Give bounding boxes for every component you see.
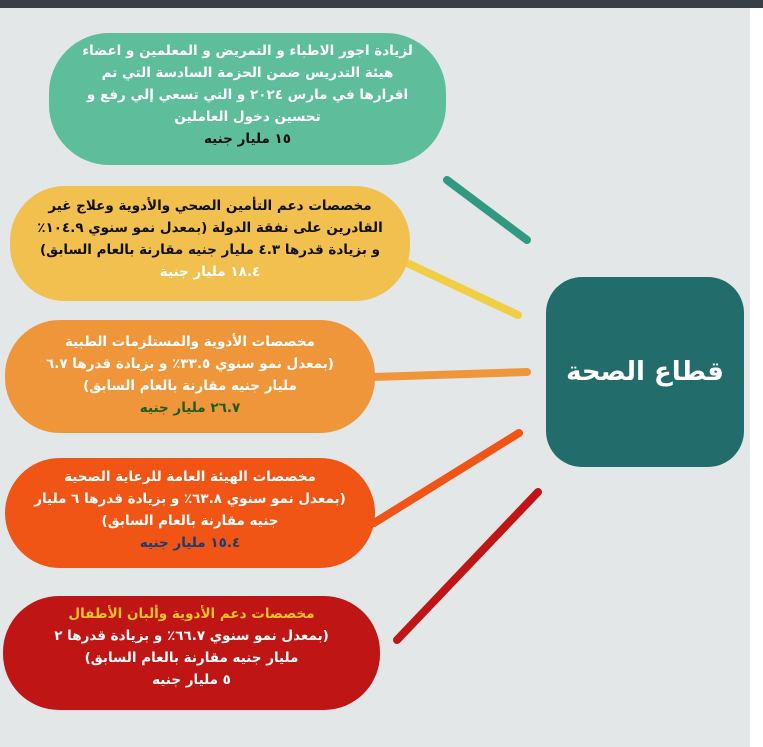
bubble-3-amount: ٢٦.٧ مليار جنيه <box>139 400 241 416</box>
allocation-bubble-health-insurance <box>10 186 410 301</box>
bubble-4-line-3: جنيه مقارنة بالعام السابق) <box>101 513 279 529</box>
connector-line-3 <box>372 372 527 377</box>
bubble-5-line-3: مليار جنيه مقارنة بالعام السابق) <box>84 650 299 666</box>
allocation-bubble-wages <box>49 33 446 165</box>
bubble-5-amount: ٥ مليار جنيه <box>152 672 231 688</box>
allocation-bubble-healthcare-authority <box>5 458 375 568</box>
allocation-bubble-medicines-supplies <box>5 320 375 433</box>
bubble-2-line-2: القادرين على نفقة الدولة (بمعدل نمو سنوي ١٠٤.٩٪ <box>37 220 383 236</box>
bubble-1-line-4: تحسين دخول العاملين <box>174 109 321 125</box>
bubble-2-line-3: و بزيادة قدرها ٤.٣ مليار جنيه مقارنة بالعام السابق) <box>40 242 380 258</box>
bubble-4-line-1: مخصصات الهيئة العامة للرعاية الصحية <box>64 469 316 485</box>
connector-line-1 <box>447 180 527 240</box>
allocation-bubble-infant-formula <box>3 596 380 710</box>
bubble-3-line-2: (بمعدل نمو سنوي ٣٣.٥٪ و بزيادة قدرها ٦.٧ <box>46 356 334 372</box>
bubble-1-line-1: لزيادة اجور الاطباء و التمريض و المعلمين و اعضاء <box>82 43 413 59</box>
health-sector-box <box>546 277 744 467</box>
connector-line-2 <box>405 262 518 315</box>
connector-line-5 <box>397 492 538 640</box>
bubble-1-line-3: اقرارها في مارس ٢٠٢٤ و التي تسعي إلي رفع و <box>86 87 409 103</box>
bubble-3-line-3: مليار جنيه مقارنة بالعام السابق) <box>83 378 297 394</box>
bubble-4-amount: ١٥.٤ مليار جنيه <box>139 535 241 551</box>
bubble-2-amount: ١٨.٤ مليار جنية <box>159 264 261 280</box>
bubble-1-line-2: هيئة التدريس ضمن الحزمة السادسة التي تم <box>101 65 394 81</box>
bubble-5-line-2: (بمعدل نمو سنوي ٦٦.٧٪ و بزيادة قدرها ٢ <box>54 628 329 644</box>
bubble-5-line-1: مخصصات دعم الأدوية وألبان الأطفال <box>68 606 315 622</box>
bubble-2-line-1: مخصصات دعم التأمين الصحي والأدوية وعلاج غير <box>48 198 372 214</box>
bubble-4-line-2: (بمعدل نمو سنوي ٦٣.٨٪ و بزيادة قدرها ٦ مليار <box>34 491 346 507</box>
bubble-1-amount: ١٥ مليار جنيه <box>203 131 292 147</box>
health-sector-title: قطاع الصحة <box>566 357 724 387</box>
bubble-3-line-1: مخصصات الأدوية والمستلزمات الطبية <box>64 334 316 350</box>
connector-line-4 <box>374 433 519 523</box>
